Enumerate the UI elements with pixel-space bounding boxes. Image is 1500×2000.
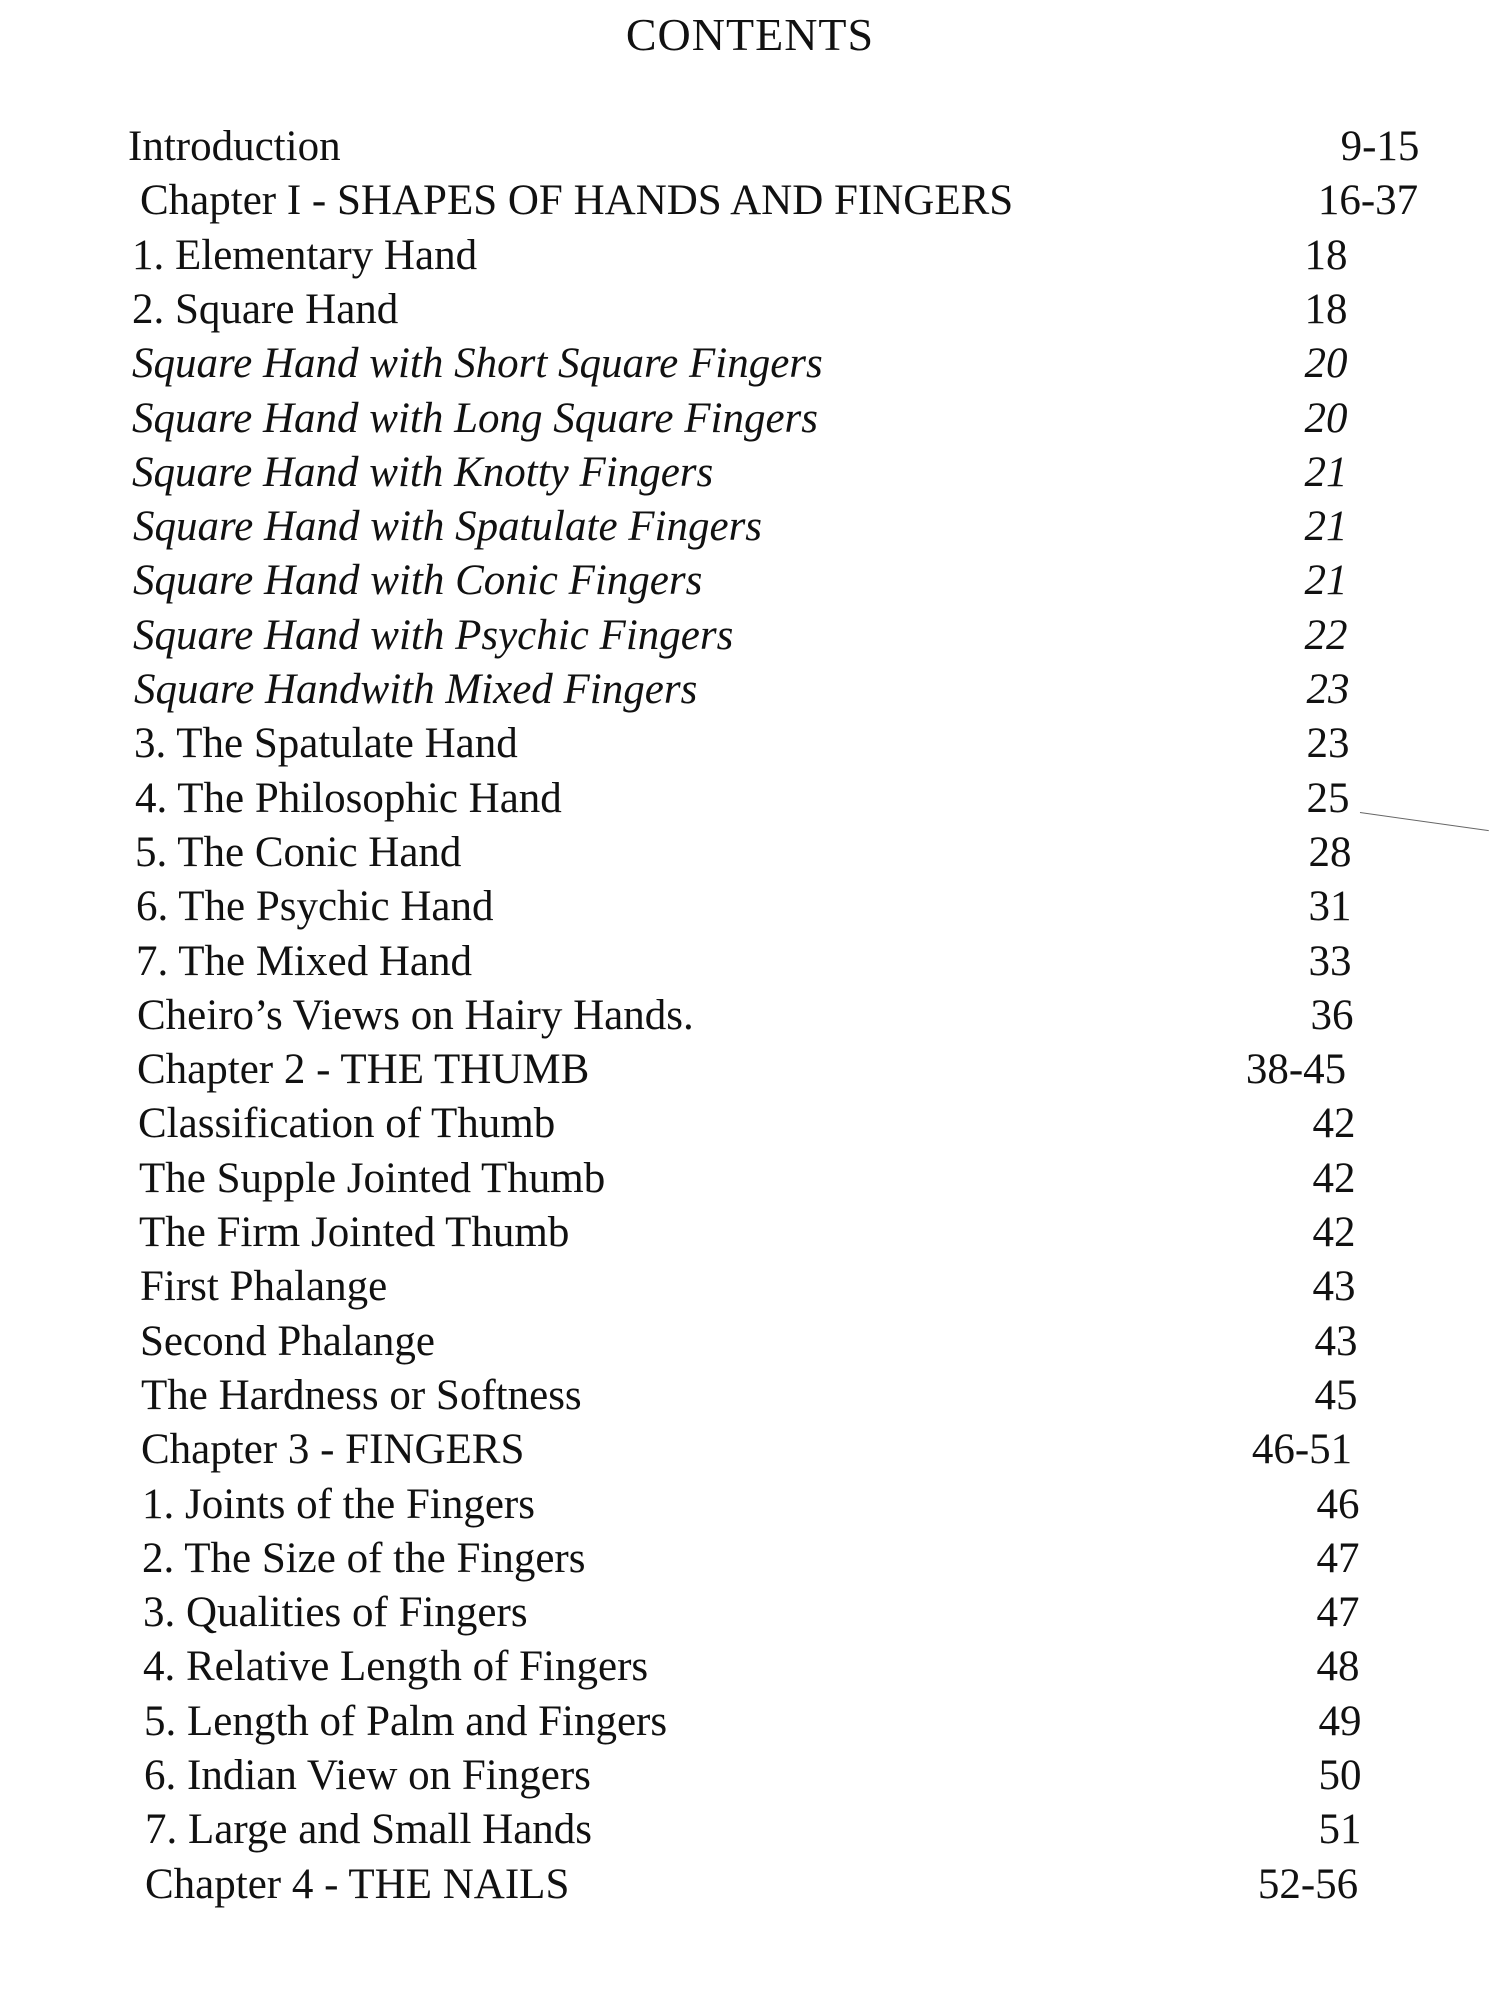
toc-entry [0,392,1500,446]
toc-entry-page: 22 [1304,612,1348,659]
toc-entry-title: 6. The Psychic Hand [136,883,494,930]
toc-entry [0,1695,1500,1749]
toc-entry-title: Square Hand with Knotty Fingers [132,449,714,496]
toc-entry [0,500,1500,554]
toc-entry-page: 23 [1306,720,1350,767]
toc-entry-page: 47 [1316,1589,1360,1636]
toc-entry-page: 48 [1316,1643,1360,1690]
toc-entry-page: 21 [1304,503,1348,550]
toc-entry-title: Square Handwith Mixed Fingers [134,666,698,713]
toc-entry [0,935,1500,989]
toc-entry-title: Chapter 3 - FINGERS [141,1426,525,1473]
toc-entry-title: Square Hand with Short Square Fingers [132,340,823,387]
toc-entry-title: 3. Qualities of Fingers [143,1589,528,1636]
toc-entry-page: 31 [1308,883,1352,930]
toc-entry-title: Chapter 2 - THE THUMB [137,1046,590,1093]
toc-entry-title: Cheiro’s Views on Hairy Hands. [137,992,694,1039]
toc-entry-title: The Hardness or Softness [141,1372,582,1419]
toc-entry [0,120,1500,174]
toc-entry-page: 45 [1314,1372,1358,1419]
toc-entry [0,174,1500,228]
toc-entry-page: 47 [1316,1535,1360,1582]
toc-entry-page: 33 [1308,938,1352,985]
toc-entry-page: 20 [1304,340,1348,387]
toc-entry-title: 4. The Philosophic Hand [135,775,562,822]
toc-entry [0,1152,1500,1206]
toc-entry-page: 21 [1304,449,1348,496]
toc-entry [0,663,1500,717]
toc-entry [0,1640,1500,1694]
toc-entry-title: Classification of Thumb [138,1100,556,1147]
toc-entry [0,609,1500,663]
toc-entry-title: 1. Elementary Hand [132,232,478,279]
toc-entry-title: Second Phalange [140,1318,435,1365]
toc-entry [0,880,1500,934]
toc-entry [0,1260,1500,1314]
toc-entry-title: 2. Square Hand [132,286,399,333]
toc-entry [0,554,1500,608]
toc-entry-title: 5. Length of Palm and Fingers [144,1698,668,1745]
toc-entry-page: 46-51 [1251,1426,1353,1473]
toc-entry-page: 43 [1314,1318,1358,1365]
toc-entry [0,1532,1500,1586]
toc-entry-page: 16-37 [1317,177,1419,224]
toc-entry-page: 18 [1304,286,1348,333]
toc-entry-page: 50 [1318,1752,1362,1799]
toc-entry [0,1369,1500,1423]
toc-entry [0,1315,1500,1369]
toc-entry-page: 36 [1310,992,1354,1039]
toc-entry-page: 42 [1312,1100,1356,1147]
toc-entry-page: 52-56 [1257,1861,1359,1908]
toc-entry-title: 6. Indian View on Fingers [144,1752,591,1799]
toc-entry [0,1423,1500,1477]
toc-entry-title: 2. The Size of the Fingers [142,1535,586,1582]
toc-entry [0,1749,1500,1803]
toc-entry [0,229,1500,283]
toc-entry-page: 18 [1304,232,1348,279]
toc-entry-title: Introduction [128,123,341,170]
toc-entry [0,826,1500,880]
toc-entry [0,1206,1500,1260]
toc-entry-page: 25 [1306,775,1350,822]
toc-entry-title: Chapter 4 - THE NAILS [145,1861,570,1908]
toc-entry-title: The Supple Jointed Thumb [139,1155,606,1202]
page-heading: CONTENTS [625,9,875,60]
toc-entry-title: 7. The Mixed Hand [136,938,472,985]
toc-entry [0,337,1500,391]
toc-entry [0,1803,1500,1857]
toc-entry-title: Chapter I - SHAPES OF HANDS AND FINGERS [140,177,1014,224]
toc-entry-page: 28 [1308,829,1352,876]
toc-entry [0,1043,1500,1097]
toc-entry [0,1097,1500,1151]
toc-entry-title: 4. Relative Length of Fingers [143,1643,649,1690]
toc-entry-page: 42 [1312,1209,1356,1256]
toc-entry [0,1586,1500,1640]
toc-entry-page: 51 [1318,1806,1362,1853]
toc-entry-title: The Firm Jointed Thumb [139,1209,570,1256]
toc-entry-title: Square Hand with Long Square Fingers [132,395,819,442]
toc-entry [0,772,1500,826]
toc-entry-page: 23 [1306,666,1350,713]
toc-entry [0,1478,1500,1532]
toc-entry-page: 38-45 [1245,1046,1347,1093]
toc-entry-title: First Phalange [140,1263,388,1310]
toc-entry [0,446,1500,500]
table-of-contents [0,120,1500,1908]
toc-entry-title: 3. The Spatulate Hand [134,720,518,767]
toc-entry-page: 43 [1312,1263,1356,1310]
toc-entry-title: 5. The Conic Hand [135,829,462,876]
toc-entry-title: Square Hand with Spatulate Fingers [133,503,763,550]
toc-entry-title: 7. Large and Small Hands [145,1806,593,1853]
toc-entry-page: 20 [1304,395,1348,442]
toc-entry-title: Square Hand with Psychic Fingers [133,612,734,659]
toc-entry [0,989,1500,1043]
toc-entry-page: 42 [1312,1155,1356,1202]
toc-entry-page: 46 [1316,1481,1360,1528]
toc-entry-title: 1. Joints of the Fingers [142,1481,535,1528]
toc-entry [0,1858,1500,1912]
toc-entry-page: 21 [1304,557,1348,604]
toc-entry [0,717,1500,771]
toc-entry [0,283,1500,337]
toc-entry-title: Square Hand with Conic Fingers [133,557,703,604]
toc-entry-page: 9-15 [1340,123,1420,170]
toc-entry-page: 49 [1318,1698,1362,1745]
